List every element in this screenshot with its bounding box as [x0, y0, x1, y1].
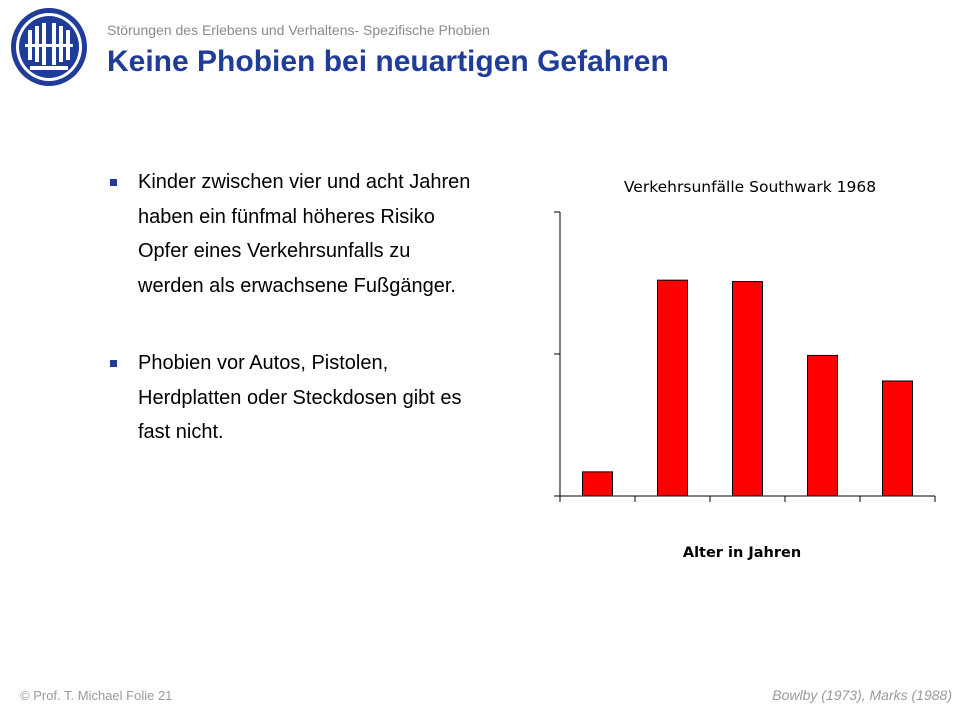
bullet-item	[108, 346, 478, 450]
bar	[733, 282, 763, 496]
square-bullet-icon	[110, 360, 117, 367]
chart-title: Verkehrsunfälle Southwark 1968	[623, 178, 877, 196]
bullet-text: Phobien vor Autos, Pistolen, Herdplatten oder Steckdosen gibt es fast nicht.	[138, 352, 462, 443]
bullet-text: Kinder zwischen vier und acht Jahren haben ein fünfmal höheres Risiko Opfer eines Verkehrsunfalls zu werden als erwachsene Fußgänger.	[138, 171, 471, 297]
footer-citation: Bowlby (1973), Marks (1988)	[772, 687, 952, 703]
bar	[883, 381, 913, 496]
university-seal-icon	[8, 6, 90, 88]
square-bullet-icon	[110, 179, 117, 186]
bar	[808, 355, 838, 496]
bar-chart	[540, 165, 960, 575]
x-axis-label: Alter in Jahren	[682, 545, 802, 561]
slide-title: Keine Phobien bei neuartigen Gefahren	[107, 45, 669, 78]
bullet-item	[108, 165, 478, 303]
bar	[658, 280, 688, 496]
footer-copyright: © Prof. T. Michael Folie 21	[20, 688, 173, 703]
bar	[583, 472, 613, 496]
slide-subtitle: Störungen des Erlebens und Verhaltens- Spezifische Phobien	[107, 22, 490, 38]
bullet-list	[108, 165, 478, 450]
